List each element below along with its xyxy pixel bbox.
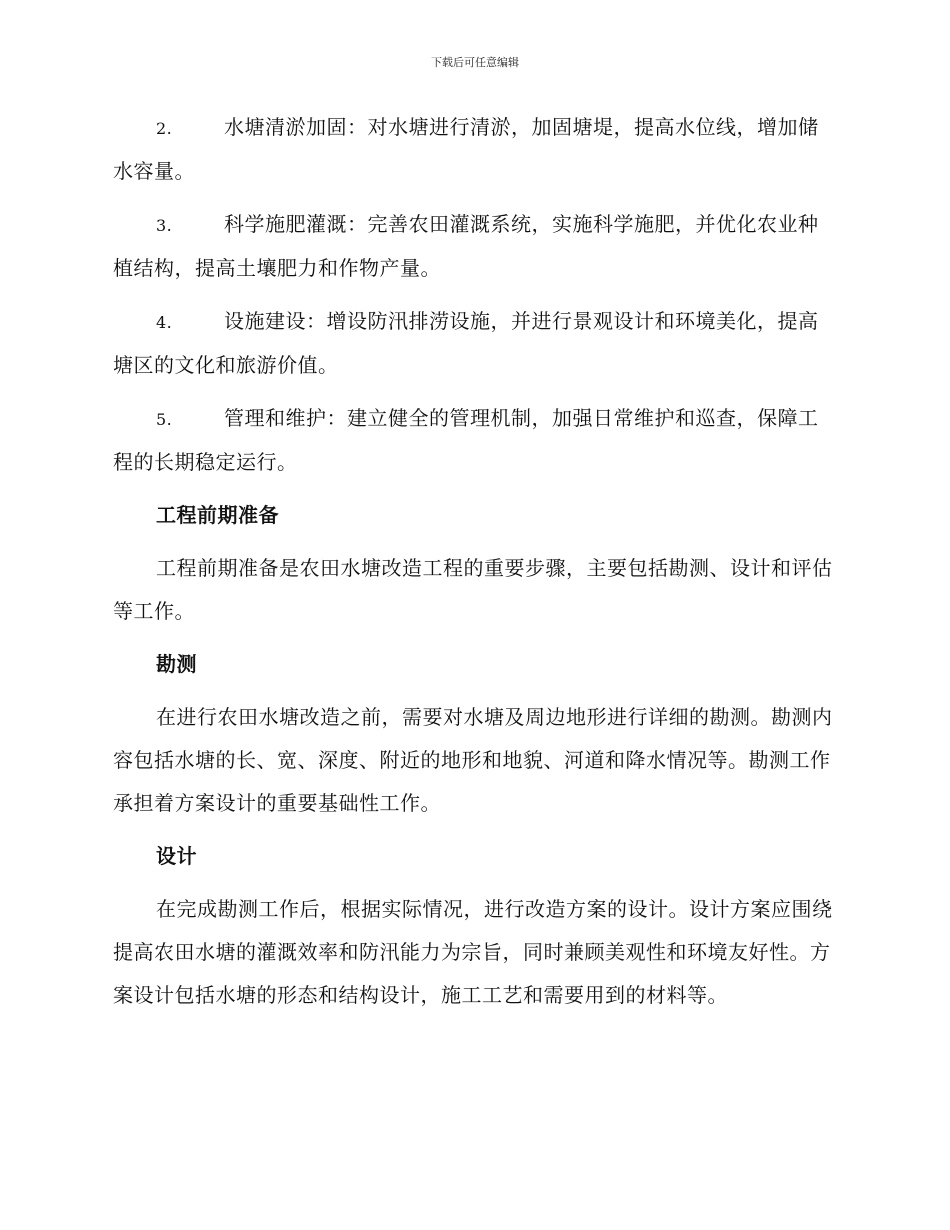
list-item [113, 106, 833, 193]
list-number: 4. [156, 313, 173, 332]
list-item-text: 水塘清淤加固：对水塘进行清淤，加固塘堤，提高水位线，增加储水容量。 [113, 115, 819, 183]
list-item-text: 管理和维护：建立健全的管理机制，加强日常维护和巡查，保障工程的长期稳定运行。 [113, 406, 819, 474]
list-item [113, 397, 833, 484]
list-number: 3. [156, 216, 173, 235]
document-body [113, 106, 833, 1027]
list-item [113, 300, 833, 387]
page-header: 下载后可任意编辑 [431, 56, 519, 69]
section-heading-prep: 工程前期准备 [156, 503, 279, 527]
list-item [113, 203, 833, 290]
list-item-text: 设施建设：增设防汛排涝设施，并进行景观设计和环境美化，提高塘区的文化和旅游价值。 [113, 309, 819, 377]
section-heading-survey: 勘测 [156, 652, 197, 676]
list-number: 5. [156, 410, 173, 429]
list-number: 2. [156, 119, 173, 138]
section-heading-design: 设计 [156, 844, 197, 868]
paragraph-prep: 工程前期准备是农田水塘改造工程的重要步骤，主要包括勘测、设计和评估等工作。 [113, 556, 833, 623]
paragraph-survey: 在进行农田水塘改造之前，需要对水塘及周边地形进行详细的勘测。勘测内容包括水塘的长、宽、深度、附近的地形和地貌、河道和降水情况等。勘测工作承担着方案设计的重要基础性工作。 [113, 705, 833, 815]
paragraph-design: 在完成勘测工作后，根据实际情况，进行改造方案的设计。设计方案应围绕提高农田水塘的灌溉效率和防汛能力为宗旨，同时兼顾美观性和环境友好性。方案设计包括水塘的形态和结构设计，施工工艺和需要用到的材料等。 [113, 897, 833, 1007]
list-item-text: 科学施肥灌溉：完善农田灌溉系统，实施科学施肥，并优化农业种植结构，提高土壤肥力和作物产量。 [113, 212, 819, 280]
